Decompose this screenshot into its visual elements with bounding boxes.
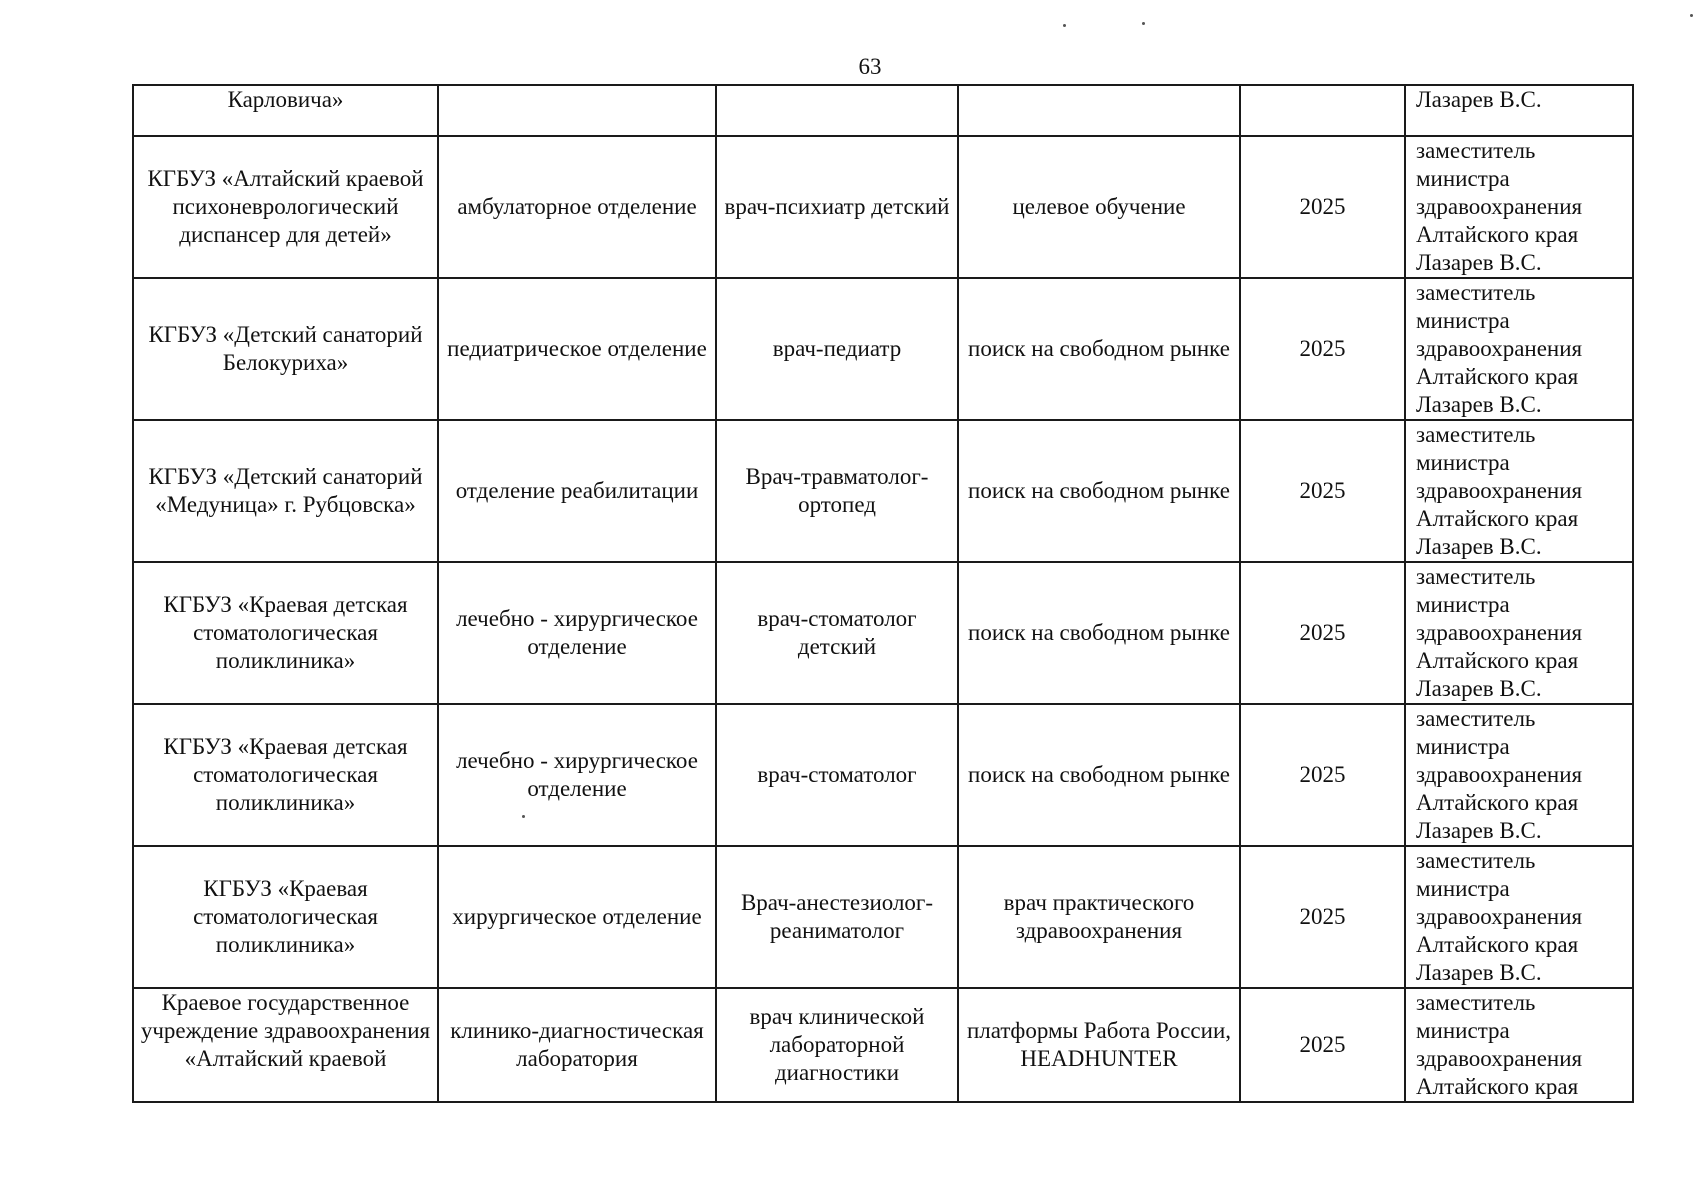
year-cell: 2025 <box>1240 278 1405 420</box>
department-cell: амбулаторное отделение <box>438 136 716 278</box>
position-cell: врач клинической лабораторной диагностики <box>716 988 958 1102</box>
table-row <box>133 988 1633 1102</box>
department-cell: хирургическое отделение <box>438 846 716 988</box>
method-cell <box>958 85 1240 136</box>
department-cell: педиатрическое отделение <box>438 278 716 420</box>
organization-cell: КГБУЗ «Краевая стоматологическая поликлиника» <box>133 846 438 988</box>
method-cell: поиск на свободном рынке <box>958 278 1240 420</box>
responsible-cell: заместитель министра здравоохранения Алтайского края Лазарев В.С. <box>1405 562 1633 704</box>
table-row <box>133 562 1633 704</box>
organization-cell: КГБУЗ «Краевая детская стоматологическая поликлиника» <box>133 562 438 704</box>
organization-cell: Карловича» <box>133 85 438 136</box>
department-cell: клинико-диагностическая лаборатория <box>438 988 716 1102</box>
responsible-cell: заместитель министра здравоохранения Алтайского края Лазарев В.С. <box>1405 420 1633 562</box>
table-row <box>133 704 1633 846</box>
position-cell: врач-стоматолог <box>716 704 958 846</box>
department-cell: лечебно - хирургическое отделение <box>438 562 716 704</box>
organization-cell: КГБУЗ «Краевая детская стоматологическая поликлиника» <box>133 704 438 846</box>
department-cell: отделение реабилитации <box>438 420 716 562</box>
page-number: 63 <box>858 54 882 79</box>
organization-cell: КГБУЗ «Детский санаторий Белокуриха» <box>133 278 438 420</box>
organization-cell: КГБУЗ «Алтайский краевой психоневрологический диспансер для детей» <box>133 136 438 278</box>
responsible-cell: заместитель министра здравоохранения Алтайского края Лазарев В.С. <box>1405 136 1633 278</box>
scan-speck <box>522 815 525 818</box>
table-row <box>133 85 1633 136</box>
scan-speck <box>1690 14 1693 17</box>
position-cell: Врач-анестезиолог-реаниматолог <box>716 846 958 988</box>
department-cell <box>438 85 716 136</box>
position-cell: врач-стоматолог детский <box>716 562 958 704</box>
organization-cell: КГБУЗ «Детский санаторий «Медуница» г. Рубцовска» <box>133 420 438 562</box>
table-row <box>133 278 1633 420</box>
position-cell: Врач-травматолог-ортопед <box>716 420 958 562</box>
organization-cell: Краевое государственное учреждение здравоохранения «Алтайский краевой <box>133 988 438 1102</box>
scan-speck <box>1063 24 1066 27</box>
year-cell: 2025 <box>1240 704 1405 846</box>
year-cell: 2025 <box>1240 846 1405 988</box>
responsible-cell: Лазарев В.С. <box>1405 85 1633 136</box>
year-cell: 2025 <box>1240 988 1405 1102</box>
staffing-table <box>132 84 1634 1103</box>
table-row <box>133 420 1633 562</box>
table-row <box>133 846 1633 988</box>
year-cell: 2025 <box>1240 562 1405 704</box>
table-row <box>133 136 1633 278</box>
responsible-cell: заместитель министра здравоохранения Алтайского края Лазарев В.С. <box>1405 278 1633 420</box>
method-cell: поиск на свободном рынке <box>958 420 1240 562</box>
position-cell <box>716 85 958 136</box>
responsible-cell: заместитель министра здравоохранения Алтайского края <box>1405 988 1633 1102</box>
scan-speck <box>1142 22 1145 25</box>
method-cell: платформы Работа России, HEADHUNTER <box>958 988 1240 1102</box>
responsible-cell: заместитель министра здравоохранения Алтайского края Лазарев В.С. <box>1405 704 1633 846</box>
year-cell: 2025 <box>1240 136 1405 278</box>
responsible-cell: заместитель министра здравоохранения Алтайского края Лазарев В.С. <box>1405 846 1633 988</box>
method-cell: поиск на свободном рынке <box>958 704 1240 846</box>
position-cell: врач-педиатр <box>716 278 958 420</box>
method-cell: целевое обучение <box>958 136 1240 278</box>
year-cell: 2025 <box>1240 420 1405 562</box>
method-cell: врач практического здравоохранения <box>958 846 1240 988</box>
position-cell: врач-психиатр детский <box>716 136 958 278</box>
year-cell <box>1240 85 1405 136</box>
method-cell: поиск на свободном рынке <box>958 562 1240 704</box>
department-cell: лечебно - хирургическое отделение <box>438 704 716 846</box>
